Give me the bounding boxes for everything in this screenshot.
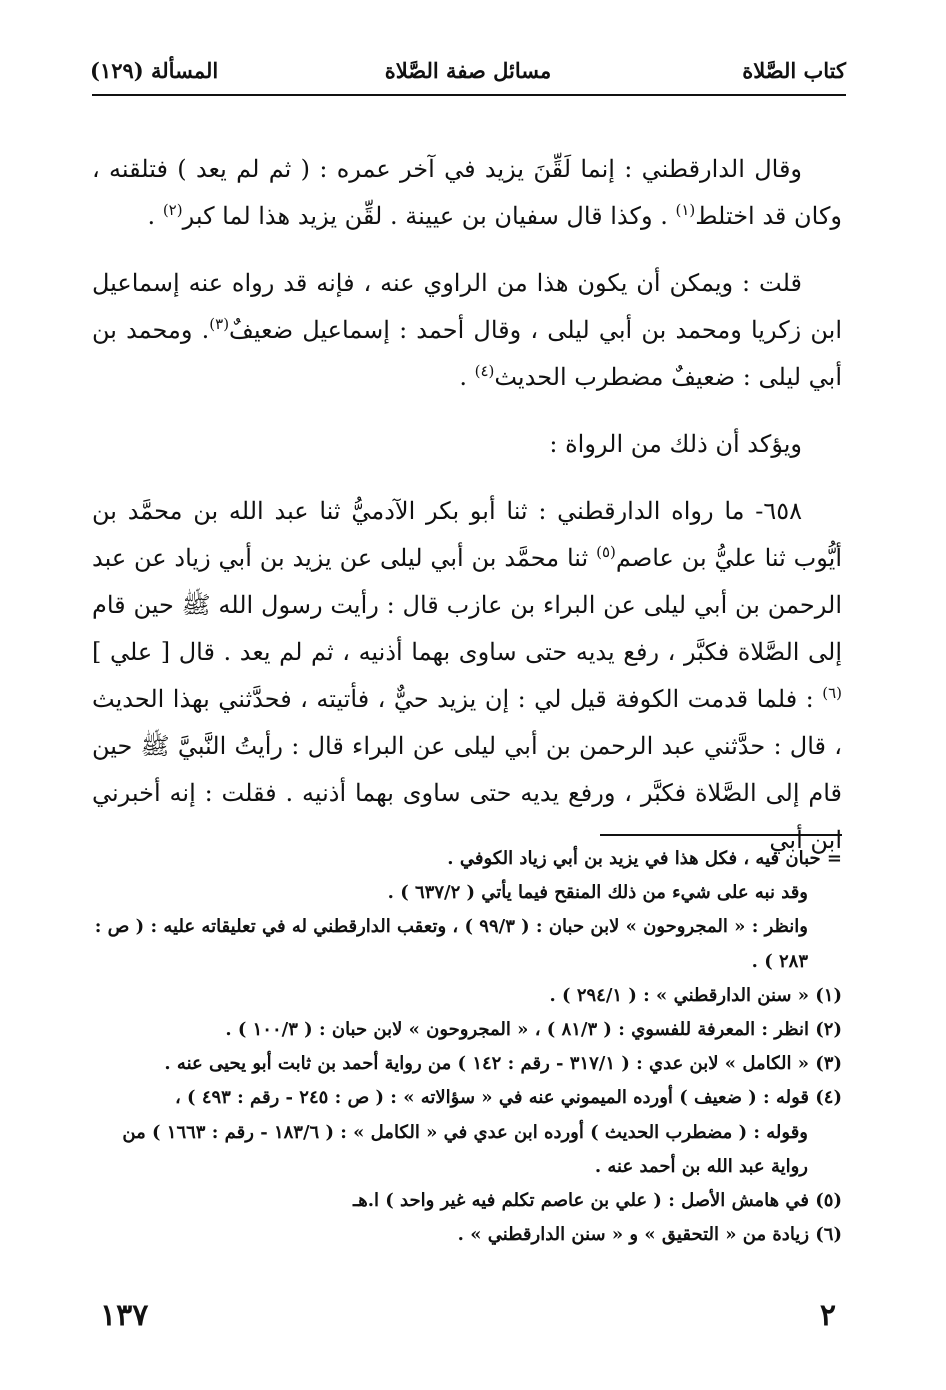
footnote-ref: (٣): [209, 315, 230, 333]
paragraph-text: ويؤكد أن ذلك من الرواة :: [549, 430, 802, 458]
issue-number: المسألة (١٢٩): [90, 58, 219, 83]
main-text: [92, 146, 842, 884]
paragraph-text: ٦٥٨- ما رواه الدارقطني : ثنا أبو بكر الآدميُّ ثنا عبد الله بن محمَّد بن أيُّوب ثنا عليُّ بن عاصم: [92, 497, 843, 572]
footnote: = حبان فيه ، فكل هذا في يزيد بن أبي زياد الكوفي .: [447, 848, 842, 869]
paragraph-hadith-658: [92, 488, 842, 864]
paragraph-text: .: [459, 363, 475, 391]
footnote-ref: (٤): [474, 362, 495, 380]
paragraph-text: قلت : ويمكن أن يكون هذا من الراوي عنه ، فإنه قد رواه عنه إسماعيل ابن زكريا ومحمد بن أبي ليلى ، وقال أحمد : إسماعيل ضعيفٌ: [92, 269, 842, 344]
footnote: (١) « سنن الدارقطني » : ( ٢٩٤/١ ) .: [549, 984, 842, 1006]
footnote: (٦) زيادة من « التحقيق » و « سنن الدارقطني » .: [457, 1224, 842, 1246]
paragraph-text: : فلما قدمت الكوفة قيل لي : إن يزيد حيٌّ ، فأتيته ، فحدَّثني بهذا الحديث ، قال : حدَّثني عبد الرحمن بن أبي ليلى عن البراء قال : رأيتُ النَّبيَّ ﷺ حين قام إلى الصَّلاة فكبَّر ، ورفع يديه حتى ساوى بهما أذنيه . فقلت : إنه أخبرني ابن أبي: [92, 685, 842, 854]
footnote: (٥) في هامش الأصل : ( علي بن عاصم تكلم فيه غير واحد ) ا.هـ: [352, 1190, 842, 1212]
paragraph: [92, 146, 842, 240]
paragraph-text: وقال الدارقطني : إنما لَقِّنَ يزيد في آخر عمره : ( ثم لم يعد ) فتلقنه ، وكان قد اختلط: [92, 155, 842, 230]
paragraph-text: . وكذا قال سفيان بن عيينة . لقِّن يزيد هذا لما كبر: [182, 202, 676, 230]
page-footer: [100, 1298, 836, 1348]
footnote: وانظر : « المجروحون » لابن حبان : ( ٩٩/٣ ) ، وتعقب الدارقطني له في تعليقاته عليه : ( ص : ٢٨٣ ) .: [94, 916, 808, 972]
paragraph: [92, 421, 842, 468]
page-number: ١٣٧: [100, 1298, 149, 1333]
footnotes: [92, 842, 842, 1252]
footnote: (٣) « الكامل » لابن عدي : ( ٣١٧/١ - رقم : ١٤٢ ) من رواية أحمد بن ثابت أبو يحيى عنه .: [164, 1053, 842, 1075]
running-header: [90, 58, 846, 98]
footnote: (٢) انظر : المعرفة للفسوي : ( ٨١/٣ ) ، « المجروحون » لابن حبان : ( ١٠٠/٣ ) .: [225, 1019, 842, 1041]
header-rule: [92, 94, 846, 96]
paragraph: [92, 260, 842, 401]
footnote-ref: (٢): [162, 201, 183, 219]
footnote: وقد نبه على شيء من ذلك المنقح فيما يأتي ( ٦٣٧/٢ ) .: [387, 882, 808, 904]
footnote-ref: (١): [675, 201, 696, 219]
footnote-rule: [600, 834, 842, 836]
footnote-ref: (٦): [822, 684, 842, 702]
footnote: وقوله : ( مضطرب الحديث ) أورده ابن عدي في « الكامل » : ( ١٨٣/٦ - رقم : ١٦٦٣ ) من رواية عبد الله بن أحمد عنه .: [122, 1121, 808, 1177]
section-title: مسائل صفة الصَّلاة: [384, 58, 552, 83]
footnote-ref: (٥): [596, 543, 616, 561]
footnote: (٤) قوله : ( ضعيف ) أورده الميموني عنه في « سؤالاته » : ( ص : ٢٤٥ - رقم : ٤٩٣ ) ،: [174, 1087, 842, 1109]
signature-mark: ٢: [819, 1298, 836, 1333]
paragraph-text: .: [147, 202, 163, 230]
book-title: كتاب الصَّلاة: [742, 58, 846, 83]
paragraph-text: ثنا محمَّد بن أبي ليلى عن يزيد بن أبي زياد عن عبد الرحمن بن أبي ليلى عن البراء بن عازب قال : رأيت رسول الله ﷺ حين قام إلى الصَّلاة فكبَّر ، رفع يديه حتى ساوى بهما أذنيه ، ثم لم يعد . قال [ علي ]: [92, 544, 842, 666]
paragraph-text: . ومحمد بن أبي ليلى : ضعيفٌ مضطرب الحديث: [92, 316, 842, 391]
